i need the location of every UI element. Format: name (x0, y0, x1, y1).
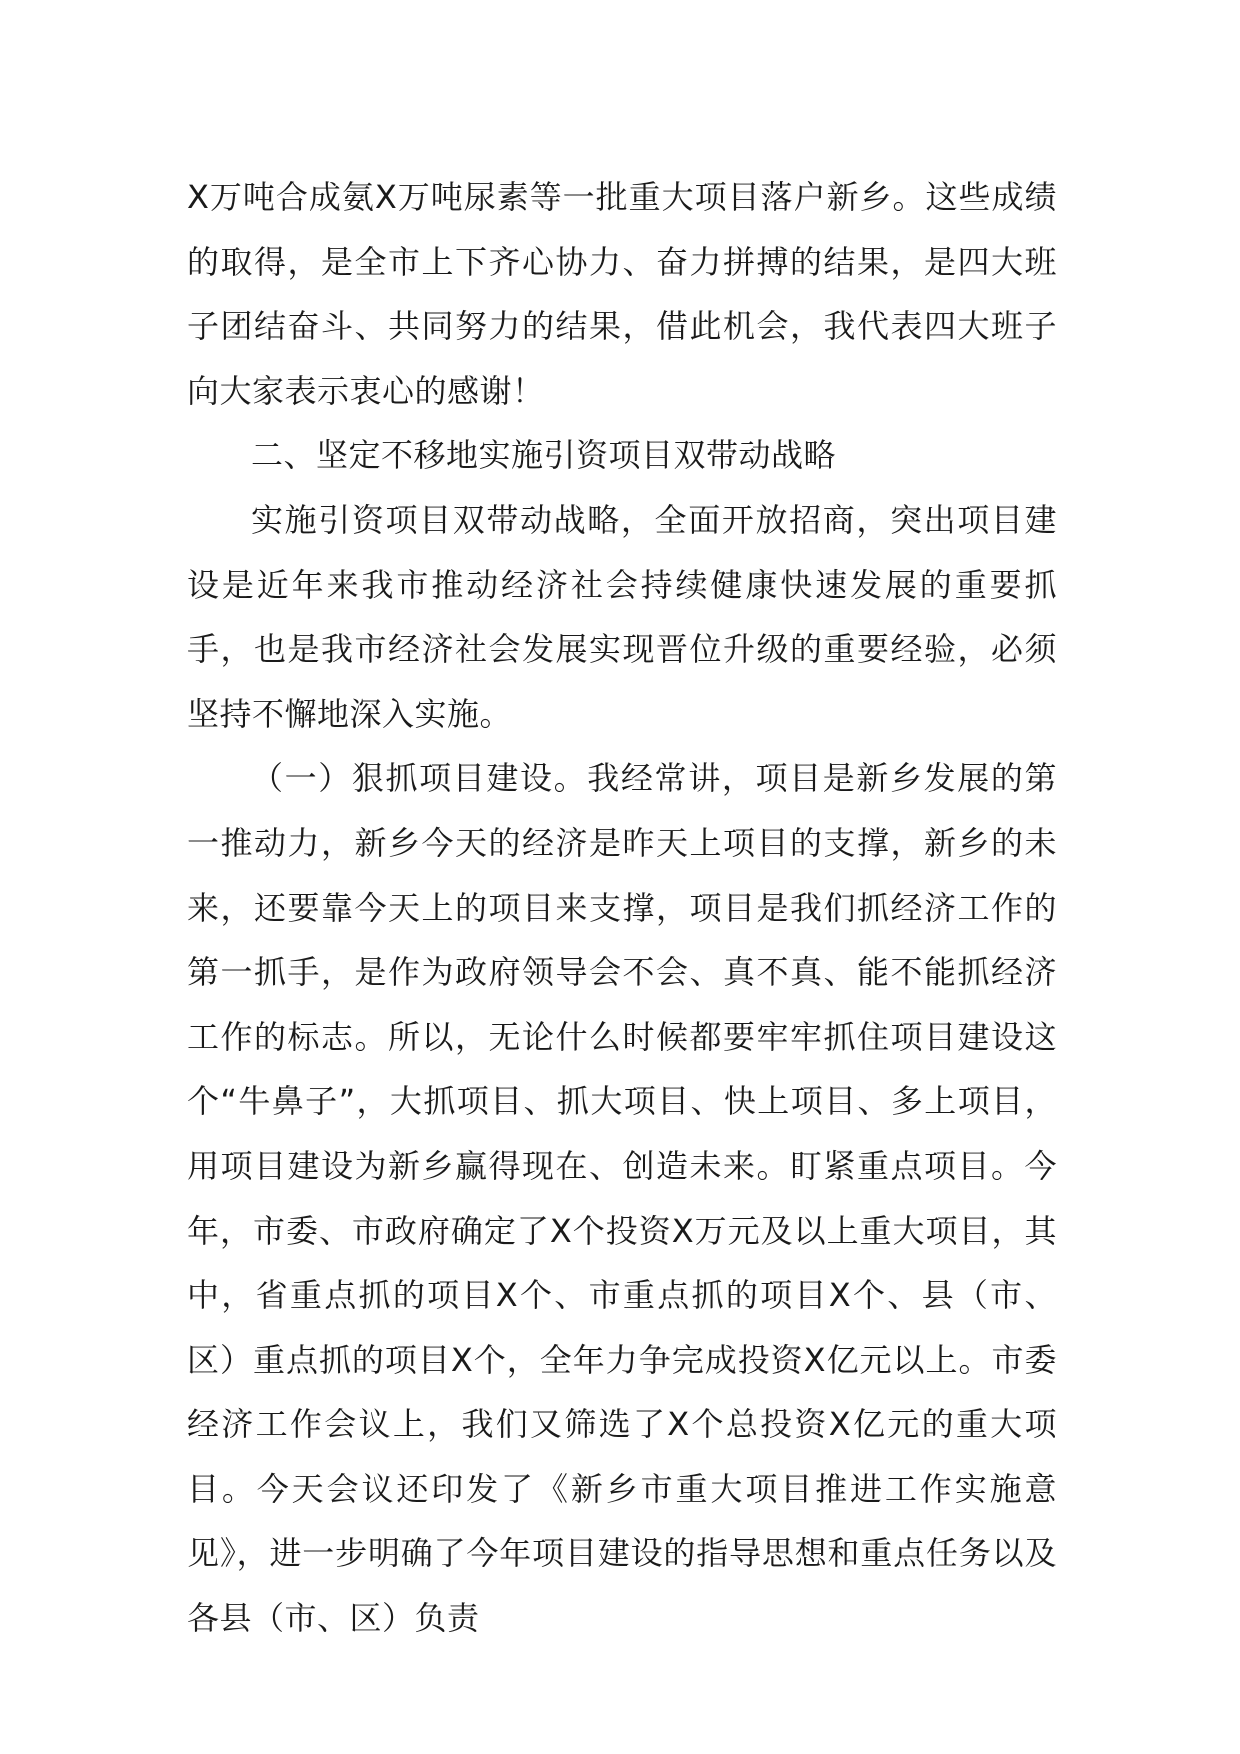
paragraph-project-construction: （一）狠抓项目建设。我经常讲，项目是新乡发展的第一推动力，新乡今天的经济是昨天上项目的支撑，新乡的未来，还要靠今天上的项目来支撑，项目是我们抓经济工作的第一抓手，是作为政府领导会不会、真不真、能不能抓经济工作的标志。所以，无论什么时候都要牢牢抓住项目建设这个“牛鼻子”，大抓项目、抓大项目、快上项目、多上项目，用项目建设为新乡赢得现在、创造未来。盯紧重点项目。今年，市委、市政府确定了X个投资X万元及以上重大项目，其中，省重点抓的项目X个、市重点抓的项目X个、县（市、区）重点抓的项目X个，全年力争完成投资X亿元以上。市委经济工作会议上，我们又筛选了X个总投资X亿元的重大项目。今天会议还印发了《新乡市重大项目推进工作实施意见》，进一步明确了今年项目建设的指导思想和重点任务以及各县（市、区）负责 (187, 759, 1057, 1638)
body-text (187, 165, 1057, 1651)
paragraph-continuation: X万吨合成氨X万吨尿素等一批重大项目落户新乡。这些成绩的取得，是全市上下齐心协力、奋力拼搏的结果，是四大班子团结奋斗、共同努力的结果，借此机会，我代表四大班子向大家表示衷心的感谢！ (187, 178, 1057, 410)
paragraph-strategy: 实施引资项目双带动战略，全面开放招商，突出项目建设是近年来我市推动经济社会持续健康快速发展的重要抓手，也是我市经济社会发展实现晋位升级的重要经验，必须坚持不懈地深入实施。 (187, 500, 1057, 733)
section-heading: 二、坚定不移地实施引资项目双带动战略 (251, 436, 837, 475)
